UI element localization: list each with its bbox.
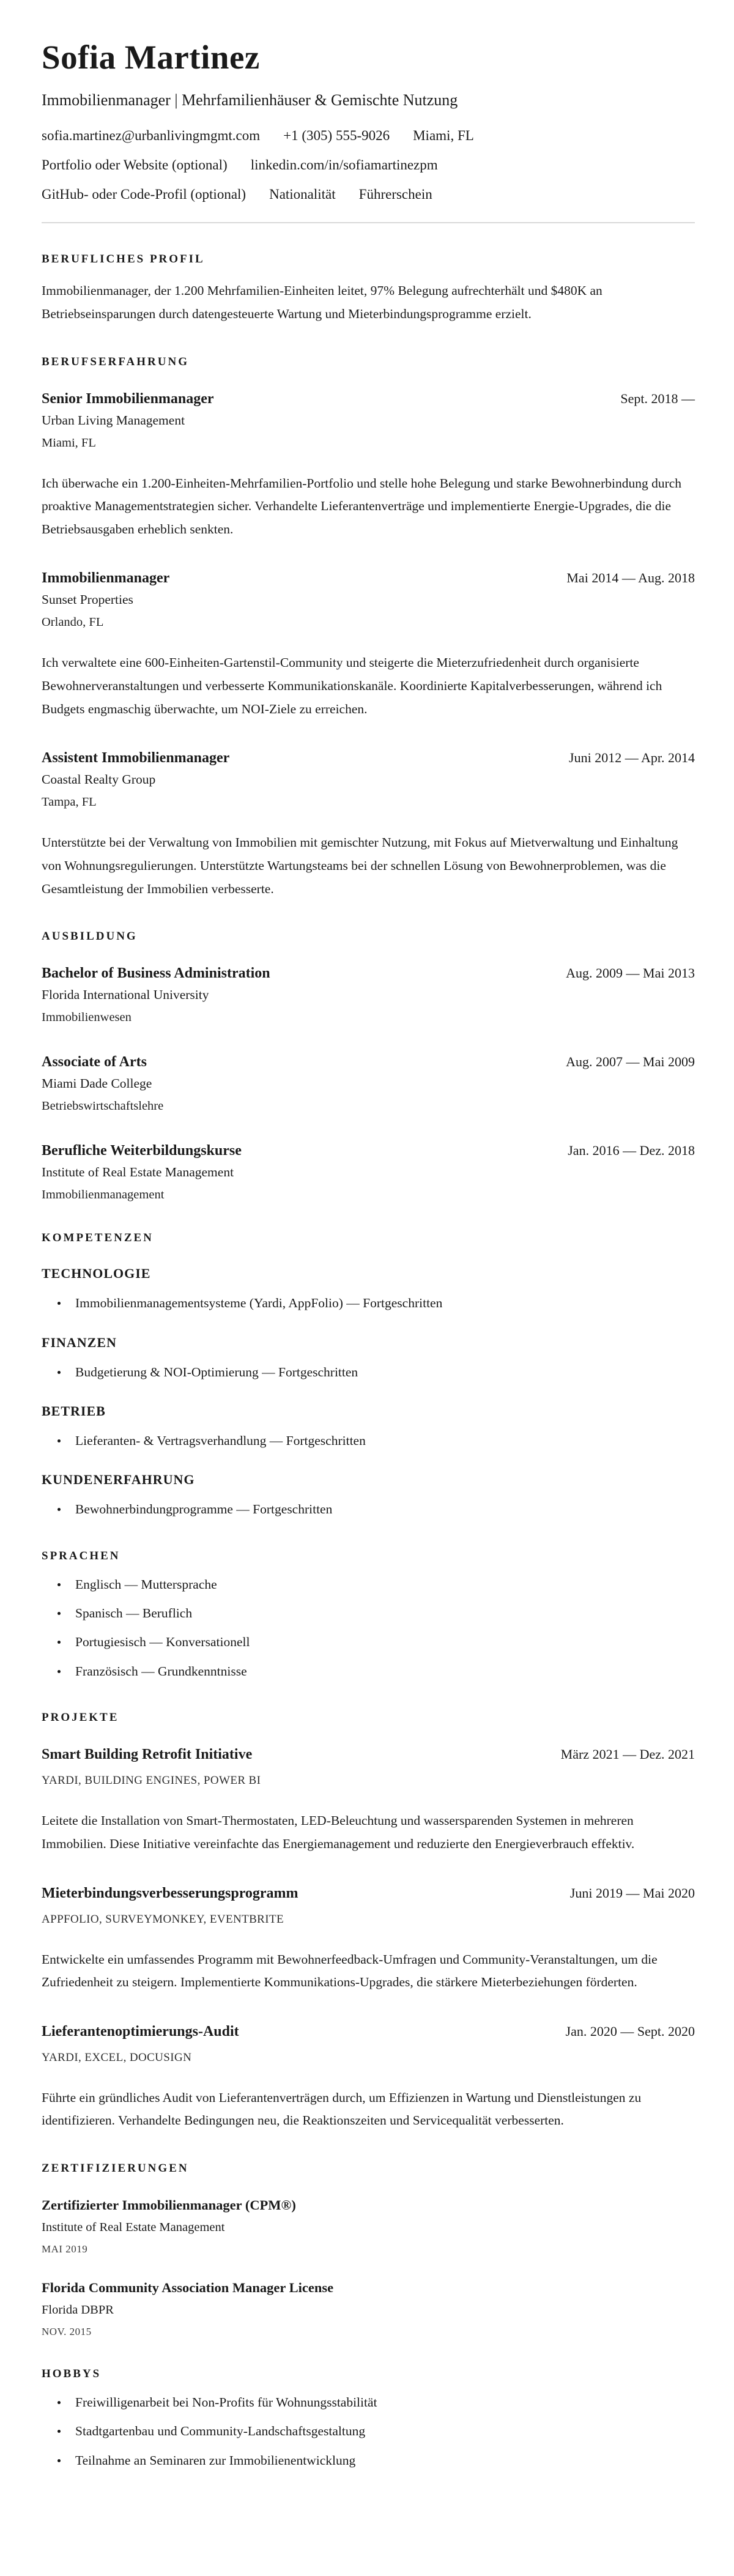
bullet-icon: [57, 1583, 61, 1586]
candidate-name: Sofia Martinez: [42, 39, 260, 76]
contact-linkedin: linkedin.com/in/sofiamartinezpm: [250, 157, 438, 173]
certification-entry: [42, 2280, 695, 2338]
section-projects: [42, 1711, 695, 2132]
contact-location: Miami, FL: [413, 128, 474, 144]
project-description: Leitete die Installation von Smart-Thermostaten, LED-Beleuchtung und wassersparenden Systemen in mehreren Immobilien. Diese Initiative vereinfachte das Energiemanagement und reduzierte den Energieverbrauch effektiv.: [42, 1813, 635, 1851]
language-item: [42, 1603, 695, 1624]
job-date: Juni 2012 — Apr. 2014: [569, 750, 695, 766]
school-name: Florida International University: [42, 987, 209, 1003]
section-languages: [42, 1550, 695, 1682]
education-header: [42, 1054, 695, 1071]
contact-info: [42, 128, 695, 202]
project-date: Juni 2019 — Mai 2020: [569, 1885, 695, 1901]
skill-item: [42, 1293, 695, 1313]
section-experience: [42, 355, 695, 901]
skill-group-heading: KUNDENERFAHRUNG: [42, 1472, 195, 1488]
school-name: Miami Dade College: [42, 1076, 152, 1091]
contact-portfolio: Portfolio oder Website (optional): [42, 157, 228, 173]
contact-email: sofia.martinez@urbanlivingmgmt.com: [42, 128, 261, 144]
job-location: Tampa, FL: [42, 795, 97, 809]
certification-org: Florida DBPR: [42, 2303, 114, 2317]
hobby-text: Stadtgartenbau und Community-Landschaftsgestaltung: [75, 2424, 366, 2439]
project-entry: [42, 1746, 695, 1855]
education-header: [42, 1143, 695, 1159]
job-title: Immobilienmanager: [42, 570, 170, 587]
hobby-item: [42, 2450, 695, 2471]
project-tech-stack: YARDI, BUILDING ENGINES, POWER BI: [42, 1774, 261, 1787]
skill-group-heading: BETRIEB: [42, 1403, 106, 1419]
hobby-text: Teilnahme an Seminaren zur Immobilienentwicklung: [75, 2452, 356, 2468]
skill-group-heading: TECHNOLOGIE: [42, 1266, 151, 1282]
language-text: Englisch — Muttersprache: [75, 1576, 217, 1592]
bullet-icon: [57, 1670, 61, 1673]
bullet-icon: [57, 2459, 61, 2462]
skill-list: [42, 1293, 695, 1313]
bullet-icon: [57, 1612, 61, 1615]
section-heading-certifications: ZERTIFIZIERUNGEN: [42, 2162, 189, 2175]
hobby-list: [42, 2392, 695, 2471]
resume-header: [42, 38, 695, 202]
education-date: Aug. 2009 — Mai 2013: [566, 965, 695, 981]
project-header: [42, 1746, 695, 1763]
bullet-icon: [57, 2430, 61, 2433]
project-header: [42, 1885, 695, 1902]
degree-title: Bachelor of Business Administration: [42, 965, 270, 982]
education-header: [42, 965, 695, 982]
language-text: Französisch — Grundkenntnisse: [75, 1663, 247, 1679]
section-heading-skills: KOMPETENZEN: [42, 1231, 154, 1245]
job-title: Senior Immobilienmanager: [42, 390, 214, 407]
certification-org: Institute of Real Estate Management: [42, 2221, 225, 2234]
project-description: Führte ein gründliches Audit von Lieferantenverträgen durch, um Effizienzen in Wartung und Dienstleistungen zu identifizieren. Verhandelte Bedingungen neu, die Reaktionszeiten und Servicequalität verbesserten.: [42, 2090, 642, 2128]
job-header: [42, 391, 695, 407]
certification-title: Zertifizierter Immobilienmanager (CPM®): [42, 2197, 296, 2213]
degree-title: Berufliche Weiterbildungskurse: [42, 1143, 242, 1159]
project-date: Jan. 2020 — Sept. 2020: [565, 2023, 695, 2039]
hobby-item: [42, 2392, 695, 2413]
job-date: Sept. 2018 —: [620, 390, 695, 406]
header-divider: [42, 222, 695, 223]
education-entry: [42, 1143, 695, 1202]
job-entry: [42, 750, 695, 900]
project-title: Smart Building Retrofit Initiative: [42, 1746, 253, 1763]
section-certifications: [42, 2162, 695, 2338]
language-item: [42, 1574, 695, 1595]
certification-title: Florida Community Association Manager License: [42, 2280, 334, 2295]
section-heading-education: AUSBILDUNG: [42, 930, 138, 943]
contact-row-primary: [42, 128, 695, 144]
job-header: [42, 750, 695, 766]
contact-row-web: [42, 157, 695, 173]
contact-github: GitHub- oder Code-Profil (optional): [42, 187, 247, 202]
job-title: Assistent Immobilienmanager: [42, 750, 230, 766]
education-entry: [42, 1054, 695, 1113]
job-description: Ich überwache ein 1.200-Einheiten-Mehrfamilien-Portfolio und stelle hohe Belegung und starke Bewohnerbindung durch proaktive Managementstrategien sicher. Verhandelte Lieferantenverträge und implementierte Energie-Upgrades, die die Betriebsausgaben erheblich senkten.: [42, 475, 682, 536]
project-entry: [42, 2024, 695, 2132]
skill-text: Immobilienmanagementsysteme (Yardi, AppFolio) — Fortgeschritten: [75, 1296, 443, 1311]
skill-group-customer-experience: [42, 1472, 695, 1520]
certification-date: NOV. 2015: [42, 2326, 92, 2337]
skill-group-operations: [42, 1403, 695, 1451]
skill-group-heading: FINANZEN: [42, 1334, 117, 1350]
job-entry: [42, 391, 695, 541]
project-tech-stack: YARDI, EXCEL, DOCUSIGN: [42, 2051, 192, 2064]
language-text: Portugiesisch — Konversationell: [75, 1635, 250, 1650]
certification-date: MAI 2019: [42, 2243, 88, 2255]
job-company: Sunset Properties: [42, 592, 133, 607]
skill-text: Bewohnerbindungprogramme — Fortgeschritten: [75, 1502, 333, 1517]
job-company: Urban Living Management: [42, 412, 185, 428]
skill-group-finance: [42, 1335, 695, 1383]
profile-summary: Immobilienmanager, der 1.200 Mehrfamilien-Einheiten leitet, 97% Belegung aufrechterhält und $480K an Betriebseinsparungen durch datengesteuerte Wartung und Mieterbindungsprogramme erzielt.: [42, 283, 602, 321]
contact-row-misc: [42, 187, 695, 202]
project-title: Mieterbindungsverbesserungsprogramm: [42, 1885, 298, 1901]
project-date: März 2021 — Dez. 2021: [560, 1746, 695, 1762]
section-profile: [42, 253, 695, 325]
contact-nationality: Nationalität: [269, 187, 336, 202]
job-company: Coastal Realty Group: [42, 772, 156, 787]
skill-list: [42, 1362, 695, 1383]
language-item: [42, 1661, 695, 1682]
degree-title: Associate of Arts: [42, 1054, 147, 1071]
job-entry: [42, 570, 695, 721]
project-title: Lieferantenoptimierungs-Audit: [42, 2023, 239, 2040]
job-date: Mai 2014 — Aug. 2018: [566, 570, 695, 586]
contact-phone: +1 (305) 555-9026: [283, 128, 390, 144]
section-education: [42, 930, 695, 1202]
project-description: Entwickelte ein umfassendes Programm mit Bewohnerfeedback-Umfragen und Community-Veranstaltungen, um die Zufriedenheit zu steigern. Implementierte Kommunikations-Upgrades, die stärkere Mieterbeziehungen förderten.: [42, 1951, 658, 1990]
hobby-item: [42, 2421, 695, 2441]
field-of-study: Betriebswirtschaftslehre: [42, 1099, 164, 1113]
project-entry: [42, 1885, 695, 1994]
bullet-icon: [57, 1371, 61, 1374]
candidate-headline: Immobilienmanager | Mehrfamilienhäuser & Gemischte Nutzung: [42, 91, 458, 109]
skill-group-technology: [42, 1266, 695, 1313]
job-description: Ich verwaltete eine 600-Einheiten-Gartenstil-Community und steigerte die Mieterzufriedenheit durch organisierte Bewohnerveranstaltungen und verbesserte Kommunikationskanäle. Koordinierte Kapitalverbesserungen, während ich Budgets engmaschig überwachte, um NOI-Ziele zu erreichen.: [42, 655, 662, 716]
section-skills: [42, 1231, 695, 1520]
bullet-icon: [57, 2401, 61, 2404]
project-header: [42, 2024, 695, 2040]
field-of-study: Immobilienmanagement: [42, 1188, 165, 1202]
bullet-icon: [57, 1439, 61, 1442]
skill-list: [42, 1499, 695, 1520]
school-name: Institute of Real Estate Management: [42, 1165, 234, 1180]
section-hobbies: [42, 2367, 695, 2471]
education-date: Jan. 2016 — Dez. 2018: [568, 1143, 695, 1159]
skill-text: Budgetierung & NOI-Optimierung — Fortgeschritten: [75, 1364, 358, 1379]
skill-item: [42, 1499, 695, 1520]
language-text: Spanisch — Beruflich: [75, 1606, 193, 1621]
job-location: Miami, FL: [42, 436, 96, 450]
contact-license: Führerschein: [358, 187, 432, 202]
skill-list: [42, 1430, 695, 1451]
bullet-icon: [57, 1641, 61, 1644]
bullet-icon: [57, 1508, 61, 1511]
hobby-text: Freiwilligenarbeit bei Non-Profits für Wohnungsstabilität: [75, 2395, 377, 2410]
education-entry: [42, 965, 695, 1025]
job-description: Unterstützte bei der Verwaltung von Immobilien mit gemischter Nutzung, mit Fokus auf Mietverwaltung und Einhaltung von Wohnungsregulierungen. Unterstützte Wartungsteams bei der schnellen Lösung von Bewohnerproblemen, was die Gesamtleistung der Immobilien verbesserte.: [42, 835, 678, 896]
skill-item: [42, 1430, 695, 1451]
field-of-study: Immobilienwesen: [42, 1011, 132, 1025]
section-heading-languages: SPRACHEN: [42, 1549, 120, 1562]
language-list: [42, 1574, 695, 1682]
job-header: [42, 570, 695, 587]
section-heading-hobbies: HOBBYS: [42, 2367, 102, 2380]
job-location: Orlando, FL: [42, 615, 104, 629]
education-date: Aug. 2007 — Mai 2009: [566, 1054, 695, 1070]
skill-text: Lieferanten- & Vertragsverhandlung — Fortgeschritten: [75, 1433, 366, 1448]
project-tech-stack: APPFOLIO, SURVEYMONKEY, EVENTBRITE: [42, 1912, 284, 1926]
skill-item: [42, 1362, 695, 1383]
bullet-icon: [57, 1302, 61, 1305]
language-item: [42, 1631, 695, 1652]
certification-entry: [42, 2197, 695, 2255]
section-heading-experience: BERUFSERFAHRUNG: [42, 355, 189, 368]
section-heading-projects: PROJEKTE: [42, 1711, 119, 1724]
section-heading-profile: BERUFLICHES PROFIL: [42, 253, 205, 266]
